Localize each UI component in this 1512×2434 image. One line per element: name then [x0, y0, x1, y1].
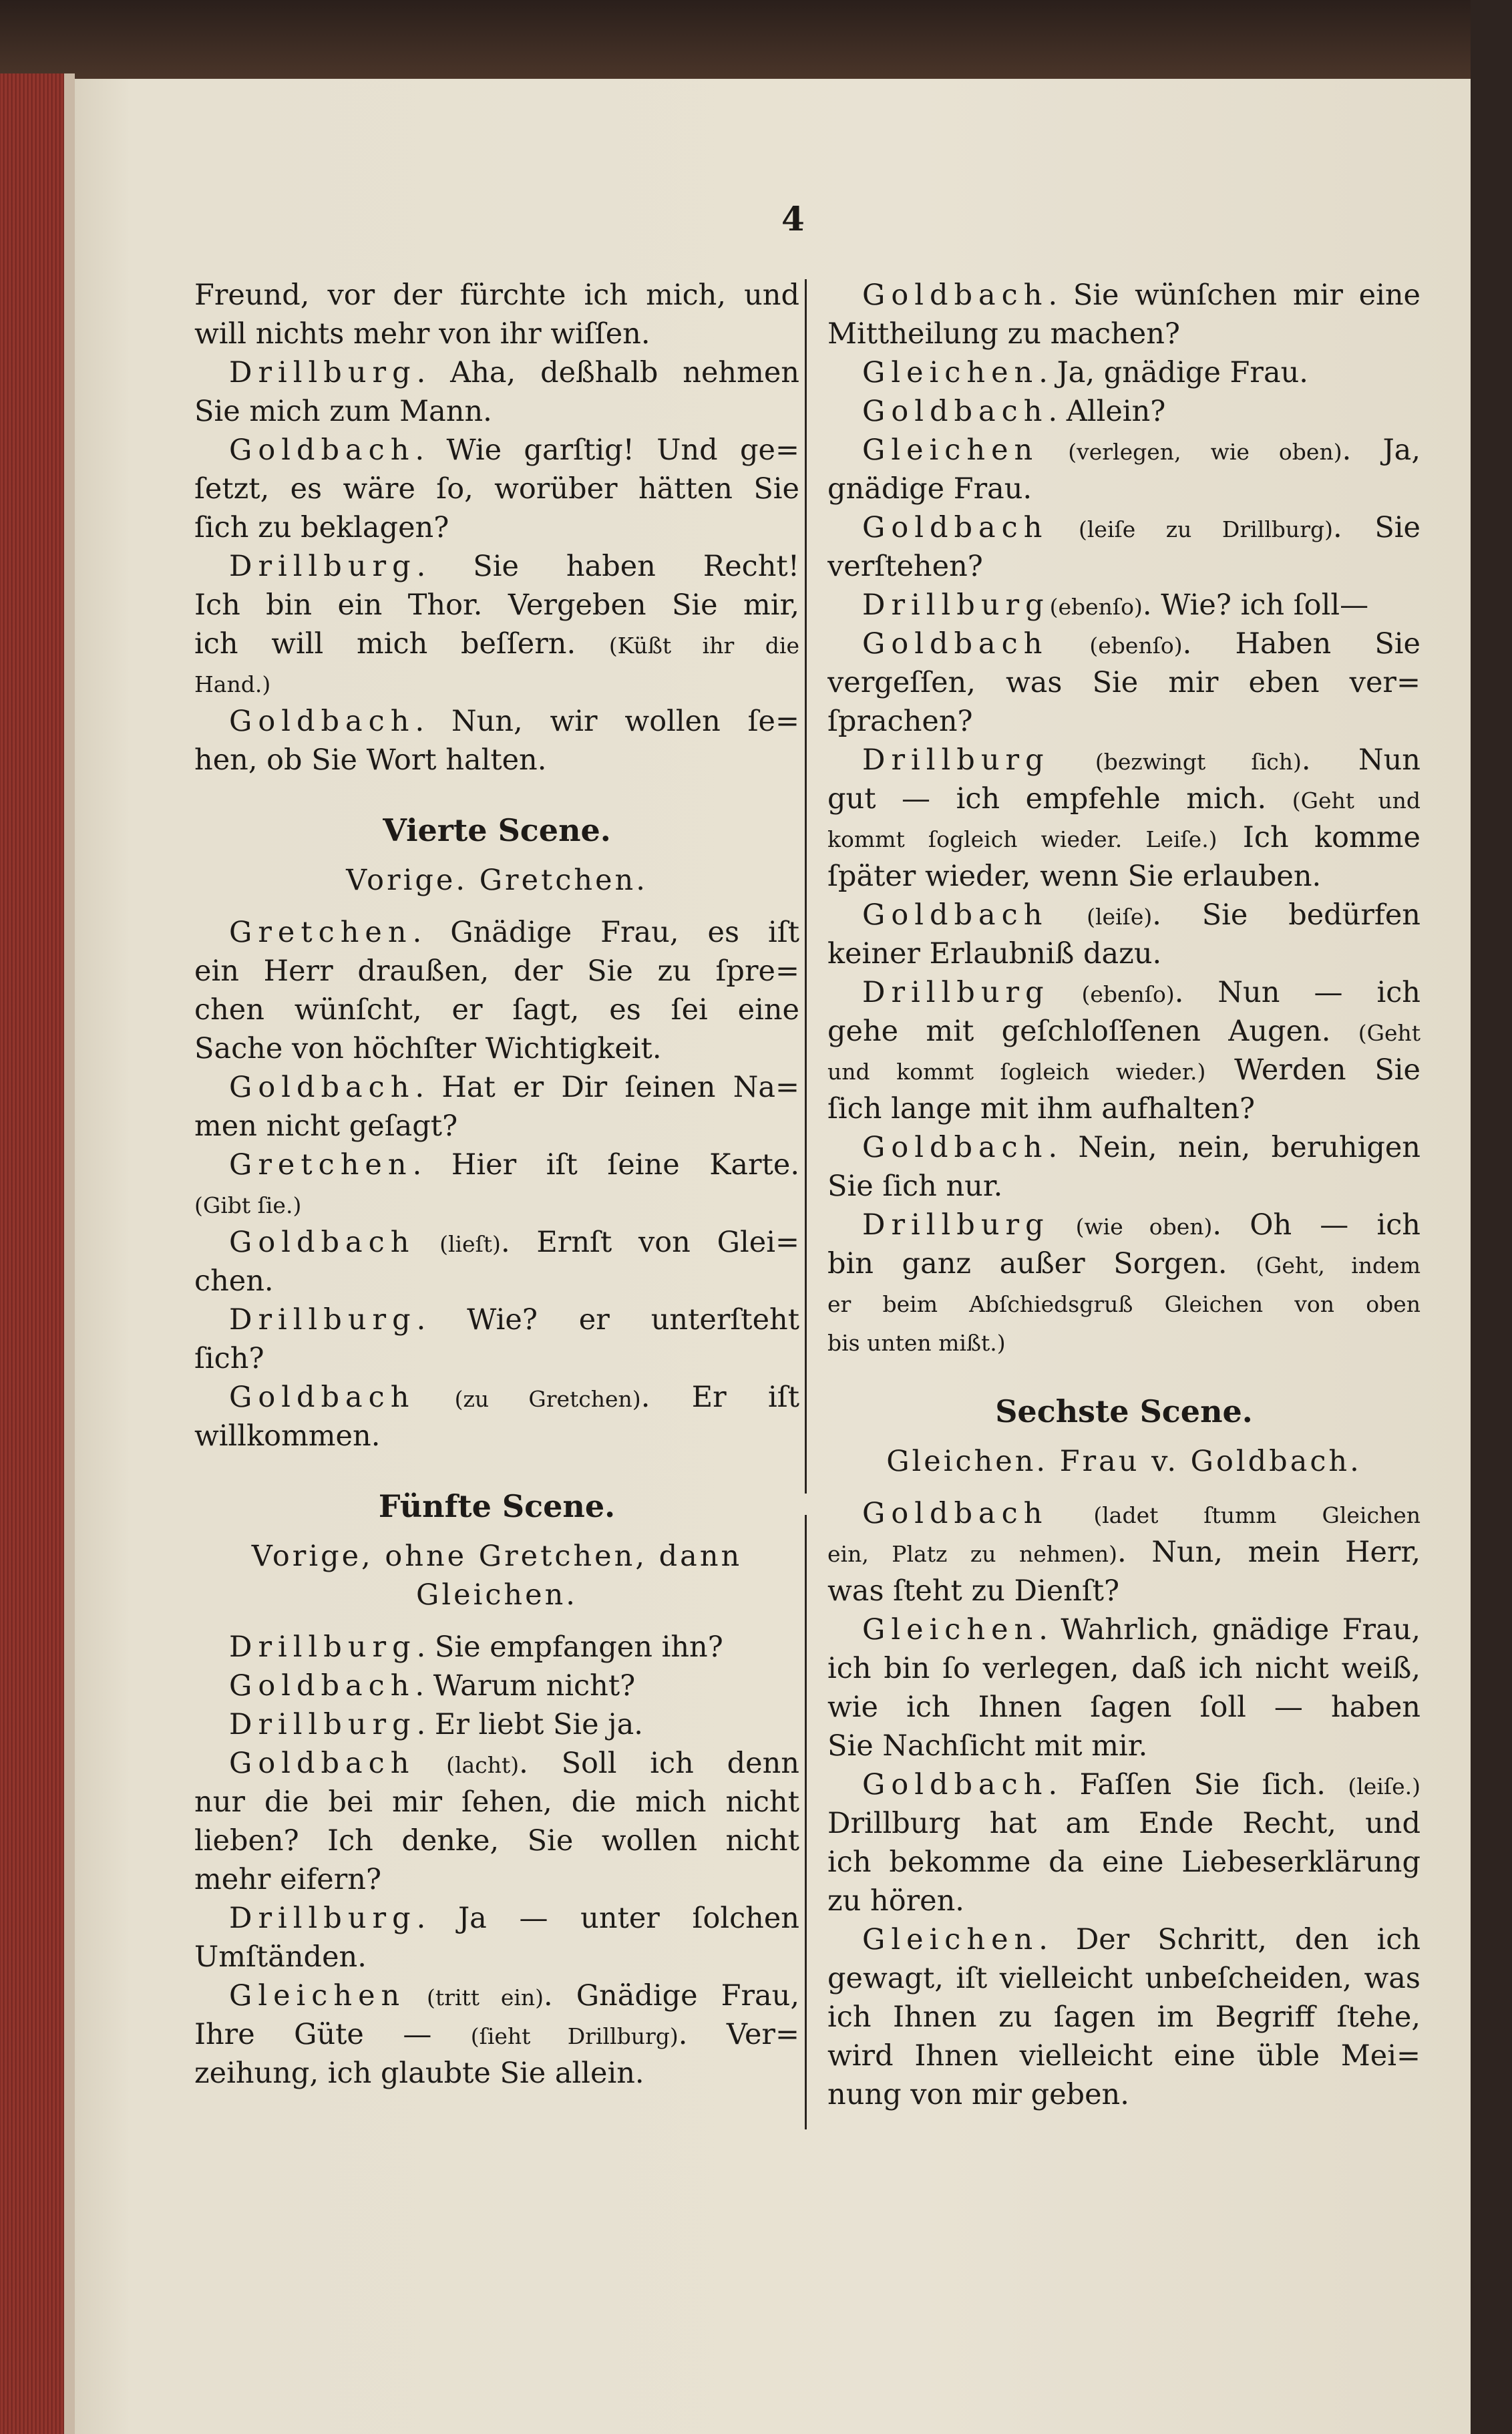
text-line	[194, 1300, 799, 1339]
stage-direction: (Geht	[1358, 1020, 1421, 1046]
column-divider	[805, 1515, 807, 2129]
speaker-name: Gretchen	[229, 1148, 413, 1182]
stage-direction: (lacht)	[415, 1752, 520, 1778]
line-text: ich bin ſo verlegen, daß ich nicht weiß,	[827, 1652, 1421, 1685]
dialogue-paragraph	[827, 896, 1421, 973]
dialogue-paragraph	[194, 276, 799, 353]
speaker-name: Gretchen	[229, 916, 413, 949]
line-text: Mittheilung zu machen?	[827, 317, 1180, 351]
dialogue-paragraph	[827, 1610, 1421, 1765]
cast-list	[194, 1537, 799, 1614]
speaker-name: Goldbach	[229, 1226, 415, 1259]
dialogue-paragraph	[194, 1068, 799, 1146]
line-text: . Warum nicht?	[415, 1669, 636, 1703]
text-line	[827, 1494, 1421, 1533]
dialogue-paragraph	[194, 353, 799, 431]
text-line	[194, 1976, 799, 2015]
text-line	[827, 1688, 1421, 1727]
text-line	[194, 1378, 799, 1417]
line-text: ſpäter wieder, wenn Sie erlauben.	[827, 860, 1322, 893]
line-text: . Nun	[1301, 743, 1421, 777]
line-text: gewagt, iſt vielleicht unbeſcheiden, was	[827, 1962, 1421, 1995]
dialogue-paragraph	[194, 547, 799, 702]
stage-direction: Hand.)	[194, 671, 271, 697]
text-line	[827, 392, 1421, 431]
cast-list	[194, 861, 799, 900]
text-line	[827, 741, 1421, 779]
text-line	[827, 702, 1421, 741]
text-line	[194, 508, 799, 547]
line-text: . Haben Sie	[1182, 627, 1421, 661]
text-line	[194, 1262, 799, 1300]
dialogue-paragraph	[827, 1128, 1421, 1206]
line-text: . Sie	[1332, 511, 1421, 544]
line-text: chen wünſcht, er ſagt, es ſei eine	[194, 993, 799, 1027]
dialogue-paragraph	[827, 1920, 1421, 2114]
speaker-name: Drillburg	[229, 1902, 417, 1935]
speaker-name: Goldbach	[229, 705, 415, 738]
line-text: ſich?	[194, 1342, 264, 1375]
text-line	[194, 1705, 799, 1744]
dialogue-paragraph	[827, 392, 1421, 431]
scan-background-top	[0, 0, 1512, 79]
text-line	[827, 1765, 1421, 1804]
text-line	[194, 1068, 799, 1107]
dialogue-paragraph	[194, 1899, 799, 1976]
line-text: Drillburg hat am Ende Recht, und	[827, 1807, 1421, 1840]
line-text: ſetzt, es wäre ſo, worüber hätten Sie	[194, 472, 799, 506]
text-line	[827, 1012, 1421, 1051]
speaker-name: Drillburg	[862, 976, 1050, 1009]
cast-line: Gleichen.	[416, 1578, 578, 1612]
text-line	[827, 508, 1421, 547]
stage-direction: (Gibt ſie.)	[194, 1192, 302, 1218]
text-line	[194, 1184, 799, 1223]
text-line	[827, 1533, 1421, 1572]
speaker-name: Drillburg	[862, 743, 1050, 777]
stage-direction: (verlegen, wie oben)	[1038, 439, 1342, 465]
line-text: . Wahrlich, gnädige Frau,	[1038, 1613, 1421, 1646]
line-text: ich Ihnen zu ſagen im Begriff ſtehe,	[827, 2001, 1421, 2034]
text-line	[194, 1417, 799, 1455]
line-text: . Aha, deßhalb nehmen	[416, 356, 799, 389]
line-text: nung von mir geben.	[827, 2078, 1129, 2111]
line-text: . Wie? ich ſoll—	[1142, 588, 1369, 622]
text-line	[827, 1051, 1421, 1089]
text-line	[827, 1649, 1421, 1688]
line-text: will nichts mehr von ihr wiſſen.	[194, 317, 650, 351]
line-text: wird Ihnen vielleicht eine üble Mei=	[827, 2039, 1421, 2073]
scan-background-right	[1471, 0, 1512, 2434]
text-line	[194, 547, 799, 586]
line-text: Sie Nachſicht mit mir.	[827, 1729, 1148, 1763]
speaker-name: Gleichen	[862, 356, 1039, 389]
stage-direction: (Küßt ihr die	[608, 633, 799, 659]
text-line	[194, 1899, 799, 1938]
text-line	[827, 1572, 1421, 1610]
line-text: Umſtänden.	[194, 1940, 367, 1974]
dialogue-paragraph	[194, 1705, 799, 1744]
line-text: . Wie? er unterſteht	[416, 1303, 799, 1337]
line-text: keiner Erlaubniß dazu.	[827, 937, 1162, 971]
text-line	[194, 2054, 799, 2093]
line-text: mehr eifern?	[194, 1863, 382, 1896]
text-line	[827, 1283, 1421, 1322]
text-line	[194, 991, 799, 1029]
speaker-name: Drillburg	[229, 1303, 417, 1337]
text-line	[827, 586, 1421, 625]
line-text: . Ernſt von Glei=	[500, 1226, 799, 1259]
line-text: willkommen.	[194, 1419, 381, 1453]
speaker-name: Goldbach	[862, 511, 1049, 544]
stage-direction: (ladet ſtumm Gleichen	[1048, 1502, 1421, 1528]
stage-direction: (Geht, indem	[1256, 1252, 1421, 1278]
text-line	[827, 2075, 1421, 2114]
dialogue-paragraph	[827, 741, 1421, 896]
text-line	[194, 1107, 799, 1146]
scene-heading: Fünfte Scene.	[378, 1488, 616, 1524]
line-text: . Ja, gnädige Frau.	[1038, 356, 1308, 389]
dialogue-paragraph	[827, 586, 1421, 625]
speaker-name: Goldbach	[862, 1768, 1049, 1801]
stage-direction: (lieſt)	[415, 1231, 501, 1257]
stage-direction: (leiſe)	[1048, 904, 1153, 930]
line-text: was ſteht zu Dienſt?	[827, 1574, 1120, 1608]
speaker-name: Gleichen	[862, 1613, 1039, 1646]
text-line	[194, 913, 799, 952]
line-text: . Nun — ich	[1174, 976, 1421, 1009]
text-line	[827, 1920, 1421, 1959]
text-line	[827, 2037, 1421, 2075]
text-line	[827, 1206, 1421, 1244]
line-text: . Sie wünſchen mir eine	[1048, 279, 1421, 312]
line-text: . Ja,	[1342, 433, 1421, 467]
text-line	[827, 276, 1421, 315]
speaker-name: Drillburg	[229, 356, 417, 389]
line-text: . Sie empfangen ihn?	[416, 1630, 723, 1664]
line-text: . Gnädige Frau,	[544, 1979, 799, 2013]
speaker-name: Goldbach	[229, 1071, 415, 1104]
line-text: gehe mit geſchloſſenen Augen.	[827, 1015, 1358, 1048]
text-line	[194, 1339, 799, 1378]
left-column	[194, 276, 799, 2093]
dialogue-paragraph	[827, 276, 1421, 353]
stage-direction: (ebenſo)	[1049, 594, 1143, 620]
line-text: verſtehen?	[827, 550, 983, 583]
line-text: zu hören.	[827, 1884, 964, 1918]
text-line	[827, 1998, 1421, 2037]
text-line	[827, 973, 1421, 1012]
scene-heading: Vierte Scene.	[383, 812, 611, 848]
speaker-name: Drillburg	[229, 550, 417, 583]
text-line	[194, 663, 799, 702]
speaker-name: Goldbach	[862, 1131, 1049, 1164]
text-line	[827, 818, 1421, 857]
text-line	[194, 1223, 799, 1262]
text-line	[827, 1128, 1421, 1167]
stage-direction: (zu Gretchen)	[415, 1386, 641, 1412]
text-line	[194, 392, 799, 431]
column-divider	[805, 279, 807, 1494]
line-text: Freund, vor der fürchte ich mich, und	[194, 279, 799, 312]
speaker-name: Goldbach	[862, 898, 1049, 932]
stage-direction: (ebenſo)	[1049, 981, 1175, 1007]
speaker-name: Goldbach	[862, 395, 1049, 428]
stage-direction: und kommt ſogleich wieder.)	[827, 1059, 1206, 1085]
speaker-name: Drillburg	[862, 588, 1050, 622]
text-line	[827, 857, 1421, 896]
speaker-name: Gleichen	[229, 1979, 406, 2013]
text-line	[827, 353, 1421, 392]
text-line	[827, 934, 1421, 973]
stage-direction: ein, Platz zu nehmen)	[827, 1541, 1117, 1567]
text-line	[194, 1628, 799, 1667]
right-column	[827, 276, 1421, 2114]
line-text: . Hier iſt ſeine Karte.	[412, 1148, 799, 1182]
speaker-name: Drillburg	[229, 1708, 417, 1741]
line-text: zeihung, ich glaubte Sie allein.	[194, 2057, 644, 2090]
line-text: chen.	[194, 1264, 274, 1298]
line-text: Sie mich zum Mann.	[194, 395, 492, 428]
text-line	[194, 276, 799, 315]
stage-direction: (bezwingt ſich)	[1049, 749, 1302, 775]
book-page-edge-inner	[64, 73, 75, 2434]
dialogue-paragraph	[194, 1628, 799, 1667]
line-text: . Wie garſtig! Und ge=	[415, 433, 799, 467]
text-line	[827, 315, 1421, 353]
text-line	[194, 1821, 799, 1860]
dialogue-paragraph	[194, 913, 799, 1068]
line-text: Sache von höchſter Wichtigkeit.	[194, 1032, 662, 1065]
line-text: Werden Sie	[1205, 1053, 1421, 1087]
text-line	[194, 625, 799, 663]
text-line	[827, 1167, 1421, 1206]
line-text: wie ich Ihnen ſagen ſoll — haben	[827, 1691, 1421, 1724]
line-text: ich will mich beſſern.	[194, 627, 609, 661]
text-line	[194, 1029, 799, 1068]
speaker-name: Gleichen	[862, 1923, 1039, 1956]
line-text: lieben? Ich denke, Sie wollen nicht	[194, 1824, 799, 1858]
line-text: hen, ob Sie Wort halten.	[194, 743, 547, 777]
stage-direction: (leiſe.)	[1348, 1773, 1421, 1799]
text-line	[827, 663, 1421, 702]
text-line	[827, 547, 1421, 586]
stage-direction: er beim Abſchiedsgruß Gleichen von oben	[827, 1291, 1421, 1317]
line-text: . Ja — unter ſolchen	[416, 1902, 799, 1935]
line-text: Ich bin ein Thor. Vergeben Sie mir,	[194, 588, 799, 622]
text-line	[827, 896, 1421, 934]
line-text: . Faſſen Sie ſich.	[1048, 1768, 1348, 1801]
text-line	[827, 470, 1421, 508]
speaker-name: Goldbach	[229, 433, 415, 467]
stage-direction: (Geht und	[1292, 788, 1421, 814]
line-text: . Soll ich denn	[519, 1747, 799, 1780]
dialogue-paragraph	[827, 1206, 1421, 1361]
cast-line: Vorige. Gretchen.	[346, 864, 648, 897]
text-line	[827, 1959, 1421, 1998]
speaker-name: Drillburg	[862, 1208, 1050, 1242]
dialogue-paragraph	[827, 1494, 1421, 1610]
text-line	[194, 702, 799, 741]
line-text: . Der Schritt, den ich	[1038, 1923, 1421, 1956]
text-line	[194, 1146, 799, 1184]
dialogue-paragraph	[194, 431, 799, 547]
text-line	[194, 315, 799, 353]
line-text: ſich lange mit ihm aufhalten?	[827, 1092, 1256, 1125]
line-text: . Ver=	[678, 2018, 799, 2051]
dialogue-paragraph	[827, 1765, 1421, 1920]
text-line	[194, 952, 799, 991]
text-line	[194, 1744, 799, 1783]
stage-direction: (ebenſo)	[1048, 633, 1183, 659]
dialogue-paragraph	[194, 1976, 799, 2093]
text-line	[194, 431, 799, 470]
cast-line: Gleichen. Frau v. Goldbach.	[886, 1445, 1362, 1478]
line-text: Ich komme	[1217, 821, 1421, 854]
stage-direction: bis unten mißt.)	[827, 1330, 1006, 1356]
dialogue-paragraph	[827, 353, 1421, 392]
line-text: gnädige Frau.	[827, 472, 1032, 506]
line-text: vergeſſen, was Sie mir eben ver=	[827, 666, 1421, 699]
text-line	[827, 1843, 1421, 1882]
text-line	[194, 1667, 799, 1705]
dialogue-paragraph	[194, 1146, 799, 1223]
text-line	[194, 353, 799, 392]
stage-direction: (ſieht Drillburg)	[470, 2023, 679, 2049]
text-line	[827, 431, 1421, 470]
stage-direction: (leiſe zu Drillburg)	[1048, 516, 1333, 542]
page-number: 4	[781, 199, 805, 238]
dialogue-paragraph	[194, 1378, 799, 1455]
text-line	[827, 1804, 1421, 1843]
speaker-name: Goldbach	[862, 627, 1049, 661]
text-line	[827, 1882, 1421, 1920]
text-line	[827, 1610, 1421, 1649]
line-text: Sie ſich nur.	[827, 1170, 1003, 1203]
speaker-name: Goldbach	[229, 1747, 415, 1780]
line-text: Ihre Güte —	[194, 2018, 471, 2051]
text-line	[194, 741, 799, 779]
line-text: gut — ich empfehle mich.	[827, 782, 1292, 816]
line-text: ſprachen?	[827, 705, 973, 738]
cast-list	[827, 1442, 1421, 1481]
line-text: bin ganz außer Sorgen.	[827, 1247, 1256, 1280]
dialogue-paragraph	[194, 702, 799, 779]
dialogue-paragraph	[827, 508, 1421, 586]
dialogue-paragraph	[827, 431, 1421, 508]
stage-direction: (wie oben)	[1049, 1214, 1213, 1240]
dialogue-paragraph	[827, 625, 1421, 741]
line-text: . Nun, mein Herr,	[1117, 1536, 1421, 1569]
text-line	[194, 470, 799, 508]
line-text: ſich zu beklagen?	[194, 511, 449, 544]
line-text: men nicht geſagt?	[194, 1109, 458, 1143]
text-line	[827, 625, 1421, 663]
text-line	[827, 1727, 1421, 1765]
speaker-name: Goldbach	[862, 1497, 1049, 1530]
line-text: . Nein, nein, beruhigen	[1048, 1131, 1421, 1164]
stage-direction: kommt ſogleich wieder. Leiſe.)	[827, 826, 1217, 852]
line-text: . Er iſt	[640, 1381, 799, 1414]
dialogue-paragraph	[827, 973, 1421, 1128]
text-line	[827, 1089, 1421, 1128]
speaker-name: Goldbach	[229, 1669, 415, 1703]
line-text: . Sie bedürfen	[1152, 898, 1421, 932]
dialogue-paragraph	[194, 1300, 799, 1378]
text-line	[827, 1244, 1421, 1283]
stage-direction: (tritt ein)	[405, 1984, 544, 2011]
line-text: . Allein?	[1048, 395, 1166, 428]
text-line	[194, 586, 799, 625]
text-line	[194, 1938, 799, 1976]
text-line	[827, 1322, 1421, 1361]
dialogue-paragraph	[194, 1744, 799, 1899]
line-text: . Oh — ich	[1212, 1208, 1421, 1242]
speaker-name: Goldbach	[229, 1381, 415, 1414]
line-text: . Sie haben Recht!	[416, 550, 799, 583]
dialogue-paragraph	[194, 1223, 799, 1300]
text-line	[827, 779, 1421, 818]
speaker-name: Drillburg	[229, 1630, 417, 1664]
dialogue-paragraph	[194, 1667, 799, 1705]
text-line	[194, 1860, 799, 1899]
line-text: . Er liebt Sie ja.	[416, 1708, 643, 1741]
scene-heading: Sechste Scene.	[995, 1393, 1253, 1429]
line-text: nur die bei mir ſehen, die mich nicht	[194, 1785, 799, 1819]
line-text: . Nun, wir wollen ſe=	[415, 705, 799, 738]
line-text: . Hat er Dir ſeinen Na=	[415, 1071, 799, 1104]
line-text: ich bekomme da eine Liebeserklärung	[827, 1846, 1421, 1879]
text-line	[194, 1783, 799, 1821]
line-text: . Gnädige Frau, es iſt	[412, 916, 799, 949]
text-line	[194, 2015, 799, 2054]
cast-line: Vorige, ohne Gretchen, dann	[251, 1540, 743, 1573]
line-text: ein Herr draußen, der Sie zu ſpre=	[194, 954, 799, 988]
speaker-name: Goldbach	[862, 279, 1049, 312]
speaker-name: Gleichen	[862, 433, 1039, 467]
